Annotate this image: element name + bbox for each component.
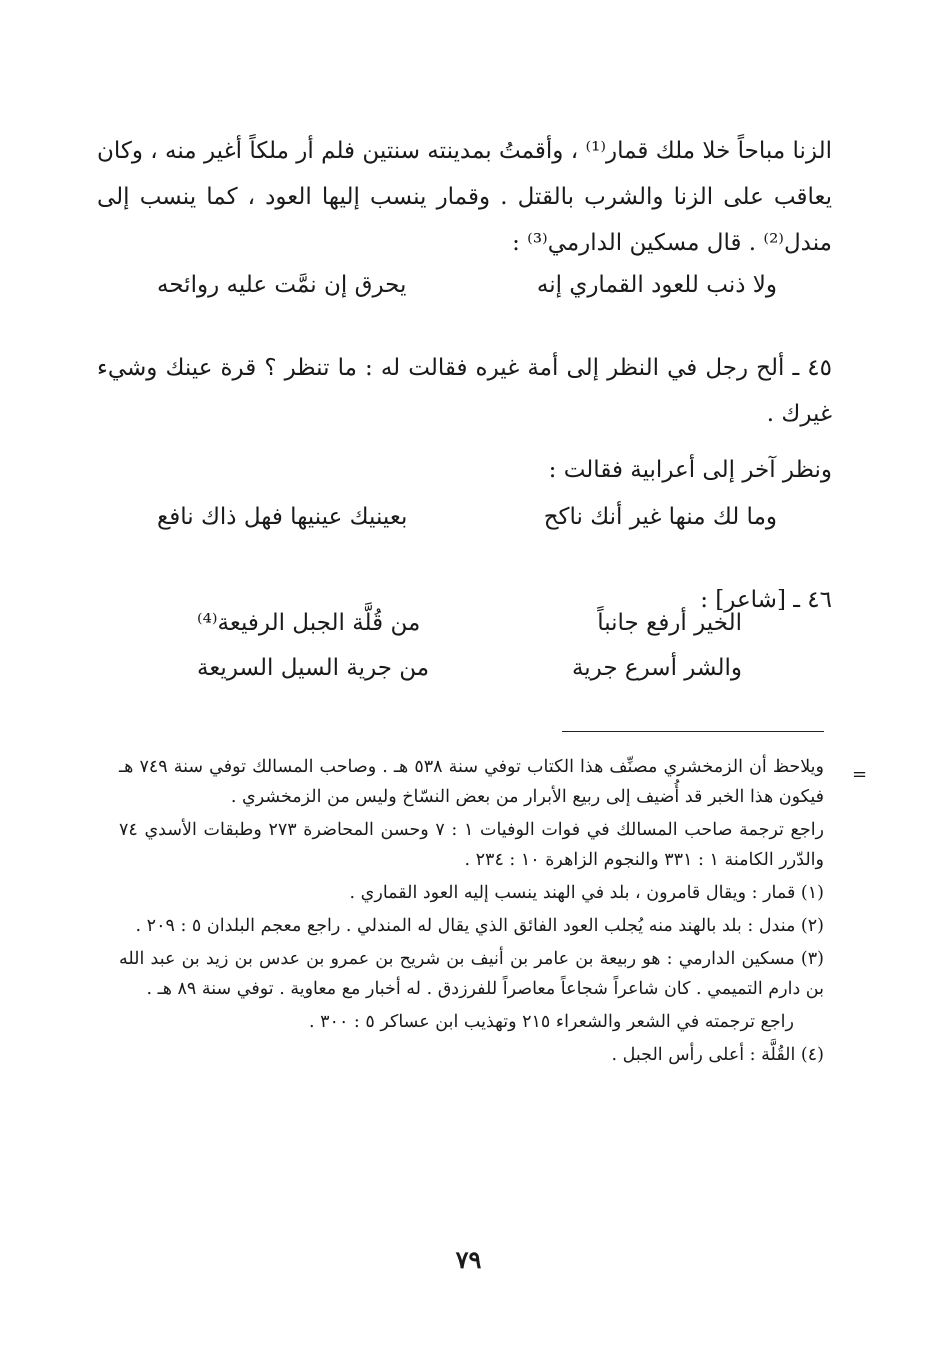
verse-line-2 <box>157 494 777 540</box>
footnote-3: (٣) مسكين الدارمي : هو ربيعة بن عامر بن أنيف بن شريح بن عمرو بن عدس بن زيد بن عبد الله بن دارم التميمي . كان شاعراً شجاعاً معاصراً للفرزدق . له أخبار مع معاوية . توفي سنة ٨٩ هـ . <box>119 949 824 999</box>
footnote-continuation-mark: = <box>852 764 868 785</box>
footnote-continuation: ويلاحظ أن الزمخشري مصنِّف هذا الكتاب توفي سنة ٥٣٨ هـ . وصاحب المسالك توفي سنة ٧٤٩ هـ فيكون هذا الخبر قد أُضيف إلى ربيع الأبرار من بعض النسّاخ وليس من الزمخشري . <box>119 757 825 807</box>
page-number: ٧٩ <box>455 1245 482 1274</box>
verse-2-first-hemistich: وما لك منها غير أنك ناكح <box>543 504 777 530</box>
footnotes <box>119 752 824 1073</box>
footnote-3-reference: راجع ترجمته في الشعر والشعراء ٢١٥ وتهذيب ابن عساكر ٥ : ٣٠٠ . <box>309 1012 794 1032</box>
verse-3-second-hemistich: من قُلَّة الجبل الرفيعة⁽⁴⁾ <box>197 610 421 636</box>
body-paragraph-3: ونظر آخر إلى أعرابية فقالت : <box>548 457 832 483</box>
footnote-4: (٤) القُلَّة : أعلى رأس الجبل . <box>611 1045 824 1065</box>
footnote-continuation-reference: راجع ترجمة صاحب المسالك في فوات الوفيات ١ : ٧ وحسن المحاضرة ٢٧٣ وطبقات الأسدي ٧٤ والدّرر الكامنة ١ : ٣٣١ والنجوم الزاهرة ١٠ : ٢٣٤ . <box>119 820 825 870</box>
verse-4-first-hemistich: والشر أسرع جرية <box>571 655 742 681</box>
verse-1-first-hemistich: ولا ذنب للعود القماري إنه <box>536 272 777 298</box>
verse-line-1 <box>157 262 777 308</box>
footnote-separator <box>562 731 824 732</box>
verse-line-4 <box>197 645 742 691</box>
verse-3-first-hemistich: الخير أرفع جانباً <box>597 610 742 636</box>
verse-line-3 <box>197 600 742 646</box>
footnote-2: (٢) مندل : بلد بالهند منه يُجلب العود الفائق الذي يقال له المندلي . راجع معجم البلدان ٥ : ٢٠٩ . <box>135 916 824 936</box>
verse-4-second-hemistich: من جرية السيل السريعة <box>197 655 430 681</box>
verse-2-second-hemistich: بعينيك عينيها فهل ذاك نافع <box>157 504 408 530</box>
body-paragraph-1: الزنا مباحاً خلا ملك قمار⁽¹⁾ ، وأقمتُ بمدينته سنتين فلم أر ملكاً أغير منه ، وكان يعاقب على الزنا والشرب بالقتل . وقمار ينسب إليها العود ، كما ينسب إلى مندل⁽²⁾ . قال مسكين الدارمي⁽³⁾ : <box>97 138 832 256</box>
body-paragraph-4: ٤٦ ـ [شاعر] : <box>700 587 832 613</box>
body-paragraph-2: ٤٥ ـ ألح رجل في النظر إلى أمة غيره فقالت له : ما تنظر ؟ قرة عينك وشيء غيرك . <box>97 355 832 427</box>
verse-1-second-hemistich: يحرق إن نمَّت عليه روائحه <box>157 272 407 298</box>
footnote-1: (١) قمار : ويقال قامرون ، بلد في الهند ينسب إليه العود القماري . <box>349 883 824 903</box>
